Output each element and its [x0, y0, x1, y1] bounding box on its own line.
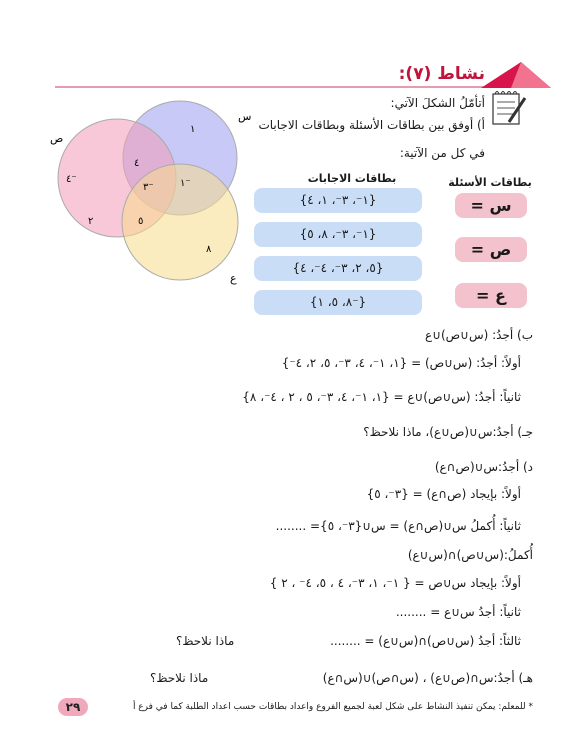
questions-header: بطاقات الأسئلة [448, 176, 532, 189]
part-d-second: ثانياً: أُكملُ س∪(ص∩ع) = س∪{٣⁻، ٥}= ........ [275, 519, 521, 533]
venn-point: ٨ [206, 244, 212, 255]
intro-line-3: في كل من الآتية: [399, 146, 485, 160]
venn-point: ١ [190, 124, 196, 135]
part-d-heading: د) أجدُ:س∪(ص∩ع) [434, 460, 533, 474]
answer-card[interactable]: {١⁻، ٣⁻، ٨، ٥} [254, 222, 422, 247]
part-b-heading: ب) أجدُ: (س∪ص)∪ع [425, 328, 533, 342]
intro-line-1: أتأمّلُ الشكلَ الآتي: [390, 96, 485, 110]
teacher-footnote: * للمعلم: يمكن تنفيذ النشاط على شكل لعبة لجميع الفروع واعداد بطاقات حسب اعداد الطلبة كما في فرع أ [132, 702, 533, 712]
activity-title: نشاط (٧): [398, 64, 485, 84]
part-d-c-second: ثانياً: أجدُ س∪ع = ........ [395, 605, 521, 619]
answers-header: بطاقات الاجابات [307, 172, 397, 185]
part-b-first: أولاً: أجدُ: (س∪ص) = {١، ١⁻، ٤، ٣⁻، ٥، ٢، ٤⁻} [281, 356, 521, 370]
intro-line-2: أ) أوفق بين بطاقات الأسئلة وبطاقات الاجابات [258, 118, 485, 132]
activity-flag-icon [481, 60, 551, 90]
header-divider [55, 86, 525, 88]
set-p-label: ص [50, 132, 64, 145]
answer-card[interactable]: {١⁻، ٣⁻، ١، ٤} [254, 188, 422, 213]
question-card-a[interactable]: ع = [455, 283, 527, 308]
part-b-second: ثانياً: أجدُ: (س∪ص)∪ع = {١، ١⁻، ٤، ٣⁻، ٥ ، ٢ ، ٤⁻، ٨} [242, 390, 521, 404]
venn-point: ٤ [134, 158, 140, 169]
set-a-label: ع [230, 272, 237, 285]
part-d-complete: أُكملُ:(س∪ص)∩(س∪ع) [407, 548, 533, 562]
part-e-question: ماذا نلاحظ؟ [150, 671, 209, 685]
answer-card[interactable]: {٥، ٢، ٣⁻، ٤⁻، ٤} [254, 256, 422, 281]
part-d-c-first: أولاً: بإيجاد س∪ص = { ١⁻، ١، ٣⁻، ٤ ، ٥، ٤⁻ ، ٢ } [269, 576, 521, 590]
venn-point: ٤⁻ [66, 174, 77, 185]
notebook-pencil-icon [489, 88, 527, 128]
question-card-s[interactable]: س = [455, 193, 527, 218]
page-number: ٢٩ [58, 698, 88, 716]
venn-point: ١⁻ [180, 178, 191, 189]
set-s-label: س [238, 110, 252, 123]
part-d-first: أولاً: بإيجاد (ص∩ع) = {٣⁻، ٥} [366, 487, 521, 501]
part-d-c-third: ثالثاً: أجدُ (س∪ص)∩(س∪ع) = ........ [330, 634, 521, 648]
question-card-p[interactable]: ص = [455, 237, 527, 262]
answer-card[interactable]: {٨، ٥، ١⁻} [254, 290, 422, 315]
venn-point: ٢ [88, 216, 94, 227]
venn-point: ٥ [138, 216, 144, 227]
part-c-heading: جـ) أجدُ:س∪(ص∪ع)، ماذا نلاحظ؟ [363, 425, 533, 439]
venn-point: ٣⁻ [143, 182, 154, 193]
part-d-question: ماذا نلاحظ؟ [176, 634, 235, 648]
part-e-heading: هـ) أجدُ:س∩(ص∪ع) ، (س∩ص)∪(س∩ع) [322, 671, 533, 685]
venn-diagram [30, 100, 260, 290]
